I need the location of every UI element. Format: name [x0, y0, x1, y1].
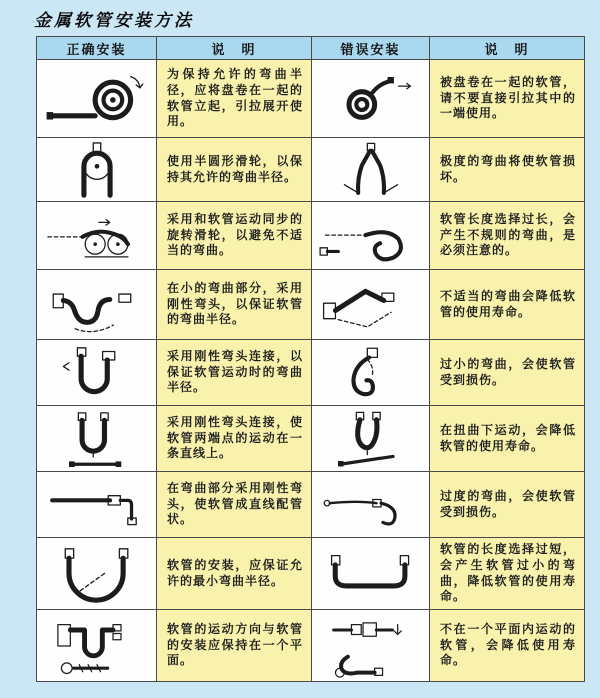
correct-illustration-coil-icon	[37, 60, 157, 138]
wrong-illustration-twisted-u-icon	[312, 406, 430, 472]
correct-illustration-straight-elbow-icon	[37, 472, 157, 538]
wrong-illustration-irregular-bend-icon	[312, 202, 430, 270]
correct-illustration-rollers-icon	[37, 202, 157, 270]
wrong-note-6: 在扭曲下运动，会降低软管的使用寿命。	[430, 406, 585, 472]
installation-table	[36, 36, 585, 682]
wrong-note-3: 软管长度选择过长，会产生不规则的弯曲，是必须注意的。	[430, 202, 585, 270]
wrong-note-1: 被盘卷在一起的软管，请不要直接引拉其中的一端使用。	[430, 60, 585, 138]
wrong-note-5: 过小的弯曲，会使软管受到损伤。	[430, 340, 585, 406]
wrong-illustration-sharp-kink-icon	[312, 270, 430, 340]
header-note-wrong: 说 明	[430, 37, 585, 60]
correct-note-2: 使用半圆形滑轮，以保持其允许的弯曲半径。	[157, 138, 312, 202]
correct-illustration-inline-u-icon	[37, 406, 157, 472]
correct-note-4: 在小的弯曲部分，采用刚性弯头，以保证软管的弯曲半径。	[157, 270, 312, 340]
wrong-note-4: 不适当的弯曲会降低软管的使用寿命。	[430, 270, 585, 340]
correct-note-6: 采用刚性弯头连接，使软管两端点的运动在一条直线上。	[157, 406, 312, 472]
wrong-note-8: 软管的长度选择过短，会产生软管过小的弯曲，降低软管的使用寿命。	[430, 538, 585, 610]
correct-note-3: 采用和软管运动同步的旋转滑轮，以避免不适当的弯曲。	[157, 202, 312, 270]
correct-note-5: 采用刚性弯头连接，以保证软管运动时的弯曲半径。	[157, 340, 312, 406]
wrong-illustration-pinch-icon	[312, 138, 430, 202]
page-title: 金属软管安装方法	[34, 11, 194, 31]
correct-note-1: 为保持允许的弯曲半径，应将盘卷在一起的软管立起，引拉展开使用。	[157, 60, 312, 138]
header-note-correct: 说 明	[157, 37, 312, 60]
correct-illustration-elbow-u-icon	[37, 340, 157, 406]
wrong-illustration-out-of-plane-icon	[312, 610, 430, 682]
wrong-illustration-tight-hook-icon	[312, 340, 430, 406]
wrong-illustration-flat-u-icon	[312, 538, 430, 610]
correct-note-7: 在弯曲部分采用刚性弯头，使软管成直线配管状。	[157, 472, 312, 538]
correct-note-9: 软管的运动方向与软管的安装应保持在一个平面。	[157, 610, 312, 682]
wrong-note-9: 不在一个平面内运动的软管，会降低使用寿命。	[430, 610, 585, 682]
wrong-note-7: 过度的弯曲，会使软管受到损伤。	[430, 472, 585, 538]
header-correct-install: 正确安装	[37, 37, 157, 60]
correct-illustration-elbow-s-icon	[37, 270, 157, 340]
correct-illustration-plane-trap-icon	[37, 610, 157, 682]
correct-note-8: 软管的安装，应保证允许的最小弯曲半径。	[157, 538, 312, 610]
wrong-illustration-pulled-coil-icon	[312, 60, 430, 138]
correct-illustration-wide-u-icon	[37, 538, 157, 610]
wrong-note-2: 极度的弯曲将使软管损坏。	[430, 138, 585, 202]
header-wrong-install: 错误安装	[312, 37, 430, 60]
wrong-illustration-sagging-bend-icon	[312, 472, 430, 538]
correct-illustration-pulley-icon	[37, 138, 157, 202]
